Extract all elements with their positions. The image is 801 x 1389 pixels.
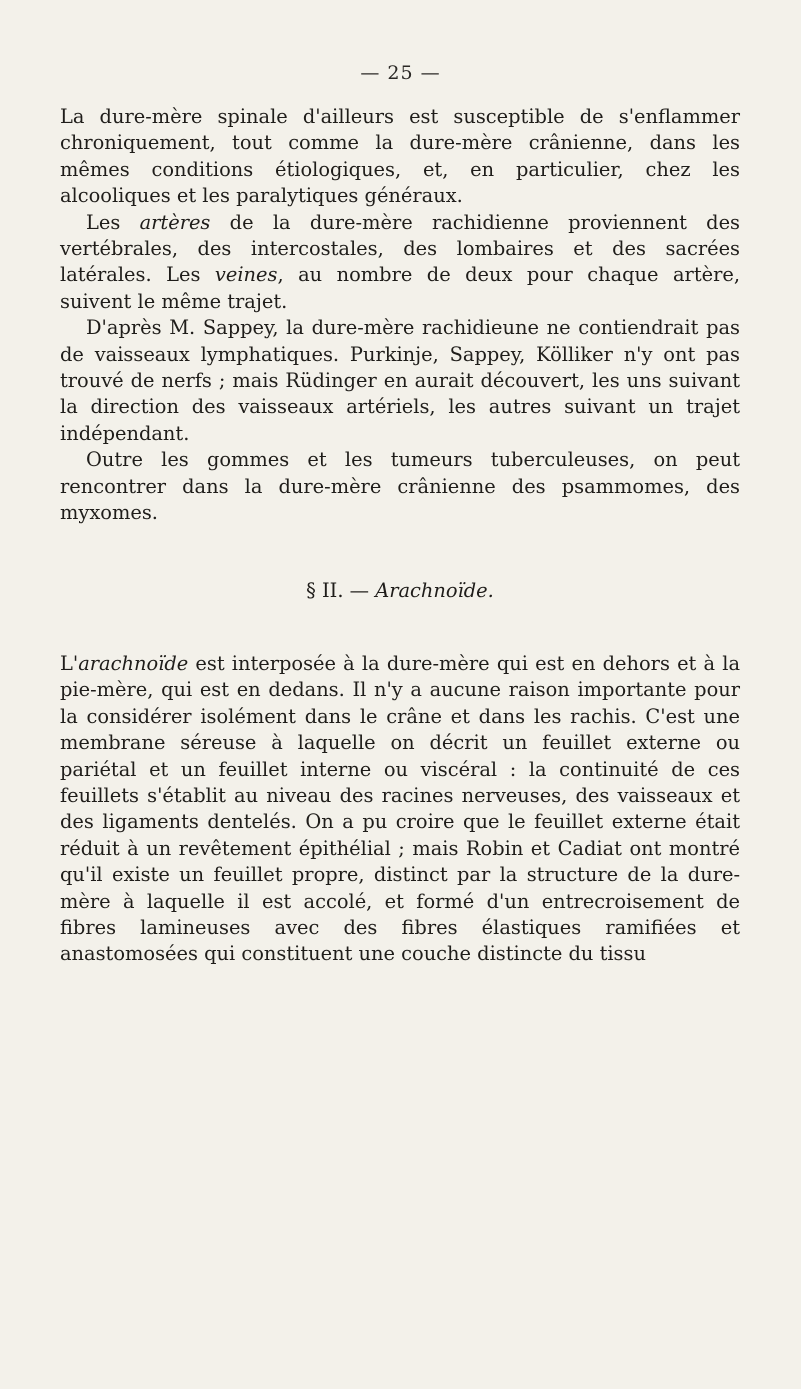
text-run: de la dure-mère rachidienne proviennent des vertébrales, des intercostales, des lombaires et des sacrées latérales. Les — [60, 210, 741, 287]
italic-term: arachnoïde — [78, 651, 189, 675]
paragraph — [60, 210, 740, 316]
paragraphs-after — [60, 651, 740, 968]
italic-term: artères — [139, 210, 211, 234]
text-run: est interposée à la dure-mère qui est en dehors et à la pie-mère, qui est en dedans. Il n'y a aucune raison importante pour la considérer isolément dans le crâne et dans les rachis. C'est une membrane séreuse à laquelle on décrit un feuillet externe ou pariétal et un feuillet interne ou viscéral : la continuité de ces feuillets s'établit au niveau des racines nerveuses, des vaisseaux et des ligaments dentelés. On a pu croire que le feuillet externe était réduit à un revêtement épithélial ; mais Robin et Cadiat ont montré qu'il existe un feuillet propre, distinct par la structure de la dure-mère à laquelle il est accolé, et formé d'un entrecroisement de fibres lamineuses avec des fibres élastiques ramifiées et anastomosées qui constituent une couche distincte du tissu — [60, 651, 740, 966]
paragraph — [60, 104, 740, 210]
section-heading — [60, 578, 740, 604]
text-run: L' — [60, 651, 79, 675]
paragraph — [60, 447, 740, 526]
page-number: — 25 — — [360, 62, 441, 84]
section-title: Arachnoïde. — [375, 578, 494, 602]
italic-term: veines — [214, 263, 278, 287]
paragraph — [60, 651, 740, 968]
text-run: D'après M. Sappey, la dure-mère rachidieune ne contiendrait pas de vaisseaux lymphatiques. Purkinje, Sappey, Kölliker n'y ont pas trouvé de nerfs ; mais Rüdinger en aurait découvert, les uns suivant la direction des vaisseaux artériels, les autres suivant un trajet indépendant. — [60, 316, 740, 445]
text-run: Les — [86, 210, 140, 234]
text-run: Outre les gommes et les tumeurs tuberculeuses, on peut rencontrer dans la dure-mère crânienne des psammomes, des myxomes. — [60, 448, 740, 525]
section-number: § II. — — [306, 578, 376, 602]
text-run: , au nombre de deux pour chaque artère, suivent le même trajet. — [60, 263, 740, 313]
body-text — [60, 104, 740, 968]
paragraphs-before — [60, 104, 740, 527]
paragraph — [60, 315, 740, 447]
text-run: La dure-mère spinale d'ailleurs est susceptible de s'enflammer chroniquement, tout comme la dure-mère crânienne, dans les mêmes conditions étiologiques, et, en particulier, chez les alcooliques et les paralytiques généraux. — [60, 105, 740, 208]
